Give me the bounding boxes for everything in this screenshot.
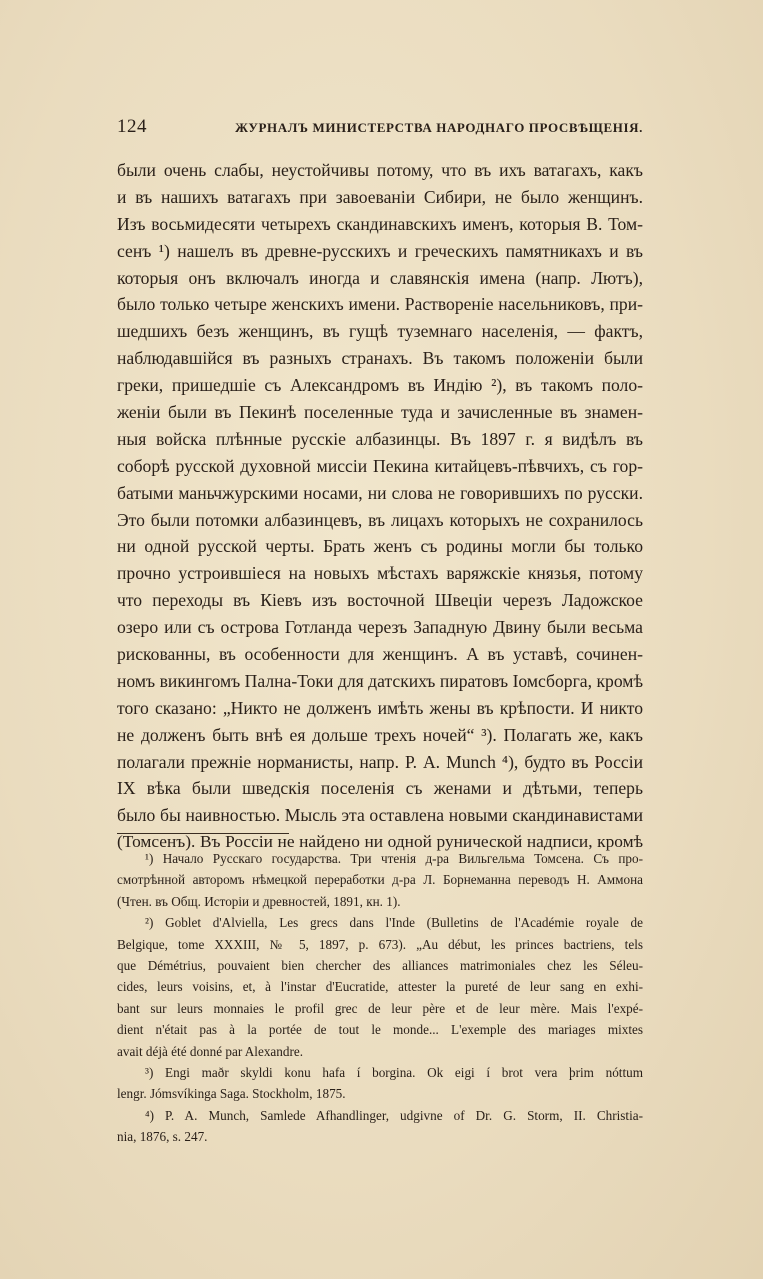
footnote-line: cides, leurs voisins, et, à l'instar d'Eucratide, attester la pureté de leur sang en exhi- — [117, 979, 643, 995]
text-line: того сказано: „Никто не долженъ имѣть жены въ крѣпости. И никто — [117, 697, 643, 718]
text-line: которыя онъ включалъ иногда и славянскія имена (напр. Лютъ), — [117, 267, 643, 288]
text-line: не долженъ быть внѣ ея дольше трехъ ночей“ ³). Полагать же, какъ — [117, 724, 643, 745]
text-line: IX вѣка были шведскія поселенія съ женами и дѣтьми, теперь — [117, 778, 643, 799]
text-line: греки, пришедшіе съ Александромъ въ Индію ²), въ такомъ поло- — [117, 375, 643, 396]
footnote-line: bant sur leurs monnaies le profil grec de leur père et de leur mère. Mais l'expé- — [117, 1000, 643, 1016]
main-text — [117, 157, 643, 856]
text-line: ни одной русской черты. Брать женъ съ родины могли бы только — [117, 536, 643, 557]
footnote-line: lengr. Jómsvíkinga Saga. Stockholm, 1875. — [117, 1086, 346, 1102]
footnotes — [117, 848, 643, 1147]
footnote-line: ¹) Начало Русскаго государства. Три чтенія д-ра Вильгельма Томсена. Съ про- — [145, 851, 643, 866]
footnote-line: Belgique, tome XXXIII, № 5, 1897, p. 673). „Au début, les princes bactriens, tels — [117, 936, 643, 952]
footnote-line: dient n'était pas à la portée de tout le monde... L'exemple des mariages mixtes — [117, 1022, 643, 1038]
text-line: было бы наивностью. Мысль эта оставлена новыми скандинавистами — [117, 805, 643, 826]
page-header — [117, 116, 643, 140]
text-line: Изъ восьмидесяти четырехъ скандинавскихъ именъ, которыя В. Том- — [117, 213, 643, 234]
text-line: было только четыре женскихъ имени. Раствореніе насельниковъ, при- — [117, 294, 643, 315]
footnote-line: ²) Goblet d'Alviella, Les grecs dans l'Inde (Bulletins de l'Académie royale de — [145, 915, 643, 931]
footnote-line: ⁴) P. A. Munch, Samlede Afhandlinger, udgivne of Dr. G. Storm, II. Christia- — [145, 1107, 643, 1123]
text-line: были очень слабы, неустойчивы потому, что въ ихъ ватагахъ, какъ — [117, 160, 643, 180]
page-number: 124 — [117, 116, 147, 137]
text-line: соборѣ русской духовной миссіи Пекина китайцевъ-пѣвчихъ, съ гор- — [117, 455, 643, 476]
text-line: номъ викингомъ Пална-Токи для датскихъ пиратовъ Іомсборга, кромѣ — [117, 670, 643, 691]
text-line: и въ нашихъ ватагахъ при завоеваніи Сибири, не было женщинъ. — [117, 186, 643, 207]
text-line: полагали прежніе норманисты, напр. Р. А. Munch ⁴), будто въ Россіи — [117, 751, 643, 772]
footnote-line: que Démétrius, pouvaient bien chercher des alliances matrimoniales chez les Séleu- — [117, 957, 643, 973]
footnote-line: avait déjà été donné par Alexandre. — [117, 1043, 304, 1059]
footnote-line: ³) Engi maðr skyldi konu hafa í borgina. Ok eigi í brot vera þrim nóttum — [145, 1064, 643, 1080]
text-line: Это были потомки албазинцевъ, въ лицахъ которыхъ не сохранилось — [117, 509, 643, 530]
text-line: батыми маньчжурскими носами, ни слова не говорившихъ по русски. — [117, 482, 643, 503]
text-line: сенъ ¹) нашелъ въ древне-русскихъ и греческихъ памятникахъ и въ — [117, 240, 643, 261]
running-title: ЖУРНАЛЪ МИНИСТЕРСТВА НАРОДНАГО ПРОСВѢЩЕНІЯ. — [235, 120, 643, 135]
text-line: прочно устроившіеся на новыхъ мѣстахъ варяжскіе князья, потому — [117, 563, 643, 584]
text-line: рискованны, въ особенности для женщинъ. А въ уставѣ, сочинен- — [117, 644, 643, 665]
footnote-separator — [117, 833, 289, 834]
text-line: (Томсенъ). Въ Россіи не найдено ни одной рунической надписи, кромѣ — [117, 832, 643, 852]
text-line: что переходы въ Кіевъ изъ восточной Швеціи черезъ Ладожское — [117, 590, 643, 611]
text-line: наблюдавшійся въ разныхъ странахъ. Въ такомъ положеніи были — [117, 348, 643, 369]
text-line: шедшихъ безъ женщинъ, въ гущѣ туземнаго населенія, — фактъ, — [117, 321, 643, 342]
footnote-line: (Чтен. въ Общ. Исторіи и древностей, 1891, кн. 1). — [117, 893, 401, 909]
text-line: женіи были въ Пекинѣ поселенные туда и зачисленные въ знамен- — [117, 402, 643, 423]
text-line: ныя войска плѣнные русскіе албазинцы. Въ 1897 г. я видѣлъ въ — [117, 428, 643, 449]
footnote-line: nia, 1876, s. 247. — [117, 1129, 208, 1145]
footnote-line: смотрѣнной авторомъ нѣмецкой переработки д-ра Л. Борнеманна переводъ Н. Аммона — [117, 872, 643, 888]
text-line: озеро или съ острова Готланда черезъ Западную Двину были весьма — [117, 617, 643, 638]
